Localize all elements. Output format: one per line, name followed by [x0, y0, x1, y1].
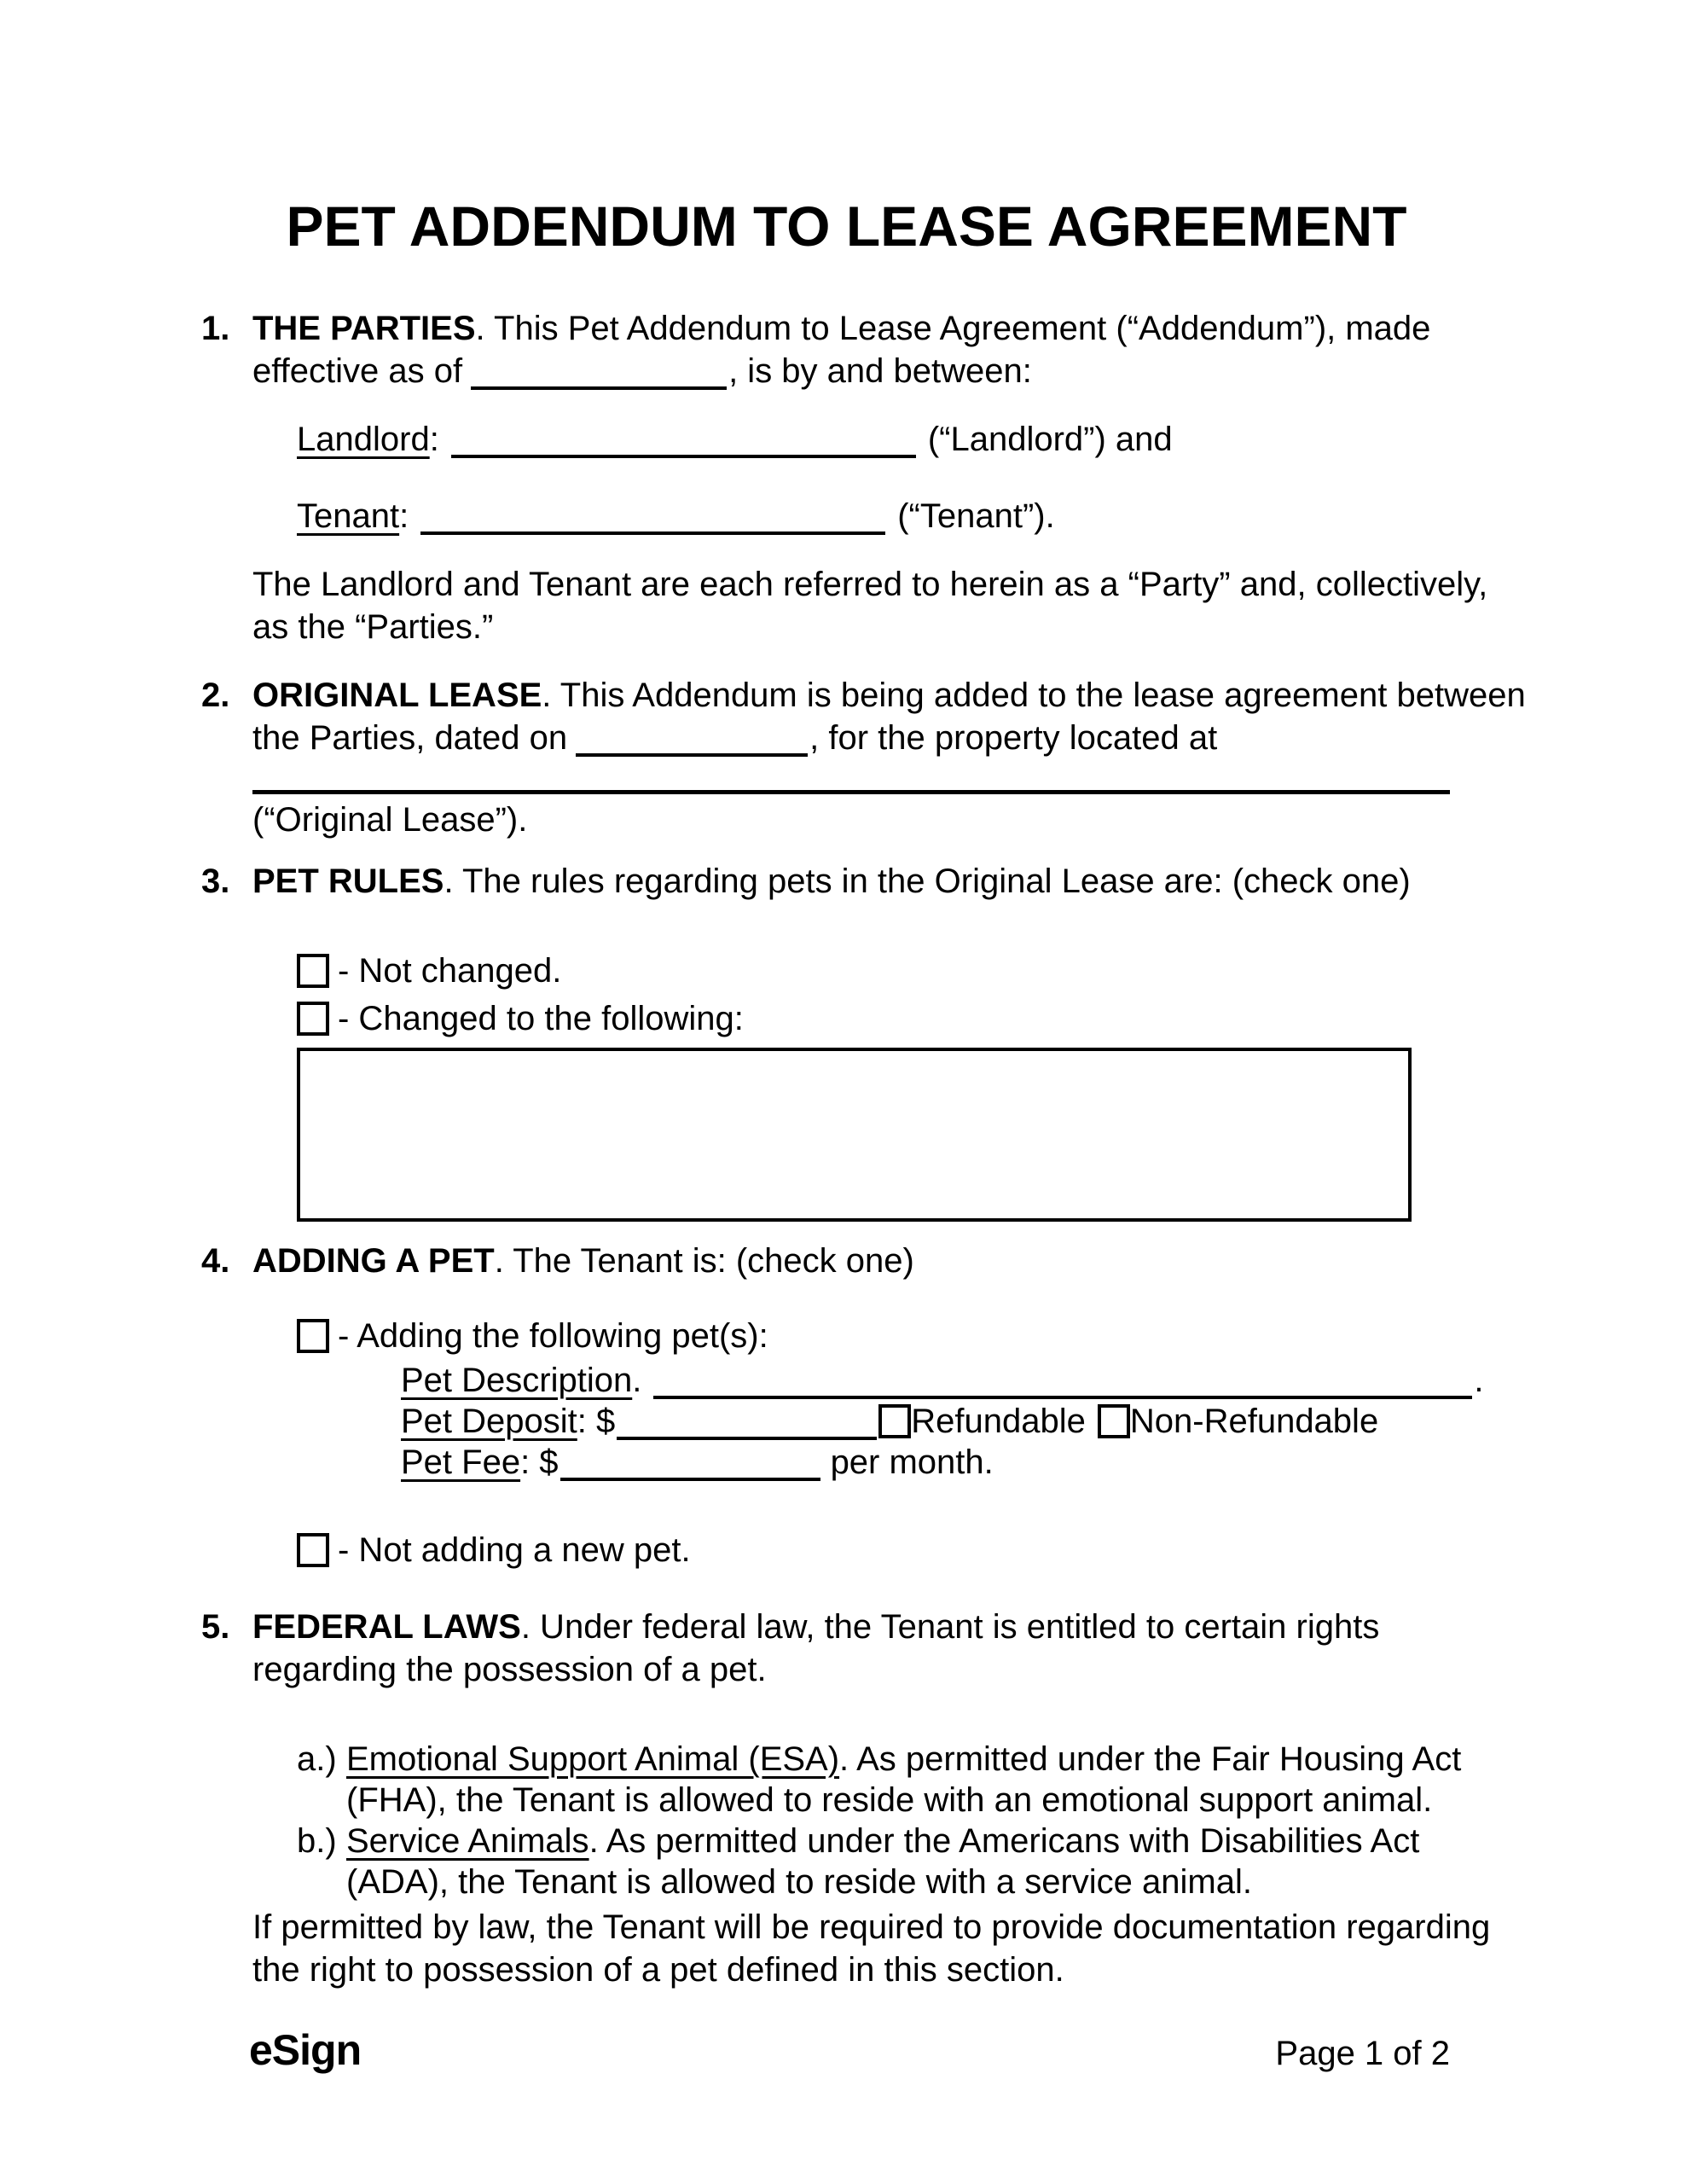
changed-checkbox[interactable]: [297, 1002, 329, 1036]
effective-date-label: effective as of: [252, 352, 463, 390]
service-animal-label: Service Animals: [346, 1822, 589, 1860]
tenant-name-field[interactable]: [420, 502, 885, 535]
pet-fee-label: Pet Fee: [401, 1443, 521, 1481]
section-original-lease-heading: ORIGINAL LEASE: [252, 677, 542, 714]
tenant-after-text: (“Tenant”).: [897, 497, 1055, 535]
effective-date-tail: , is by and between:: [728, 352, 1032, 390]
section-parties: [201, 307, 1454, 350]
section-federal-laws: [201, 1606, 1454, 1648]
section-pet-rules-lead-text: . The rules regarding pets in the Original Lease are: (check one): [444, 863, 1411, 900]
pet-deposit-sep: : $: [577, 1403, 616, 1440]
section-original-lease-lead: [252, 674, 1526, 717]
pet-description-sep: .: [632, 1362, 642, 1399]
changed-rules-text-area[interactable]: [297, 1048, 1412, 1222]
parties-paragraph-line2: as the “Parties.”: [252, 608, 494, 646]
section-parties-number: 1.: [201, 310, 230, 347]
page-number: Page 1 of 2: [1275, 2035, 1450, 2072]
pet-deposit-amount-field[interactable]: [617, 1408, 877, 1440]
section-parties-lead-text: . This Pet Addendum to Lease Agreement (“Addendum”), made: [475, 310, 1431, 347]
pet-description-end: .: [1474, 1362, 1484, 1399]
section-pet-rules-number: 3.: [201, 863, 230, 900]
lease-date-line: [252, 717, 1454, 759]
section-parties-heading: THE PARTIES: [252, 310, 476, 347]
service-animal-item: [297, 1821, 1454, 1862]
service-animal-line1: [346, 1821, 1419, 1862]
landlord-row: [297, 418, 1454, 461]
adding-pets-label: - Adding the following pet(s):: [338, 1317, 768, 1355]
service-animal-line2-row: [297, 1862, 1454, 1902]
pet-fee-amount-field[interactable]: [560, 1449, 820, 1481]
adding-pets-checkbox[interactable]: [297, 1319, 329, 1353]
pet-description-row: [401, 1360, 1484, 1401]
federal-laws-line2: regarding the possession of a pet.: [252, 1651, 767, 1688]
pet-fee-sep: : $: [520, 1443, 559, 1481]
tenant-label: Tenant: [297, 497, 400, 535]
esign-logo: eSign: [249, 2026, 362, 2074]
section-federal-laws-number: 5.: [201, 1608, 230, 1646]
section-pet-rules-heading: PET RULES: [252, 863, 444, 900]
closing-paragraph-line1: If permitted by law, the Tenant will be required to provide documentation regarding: [252, 1908, 1491, 1946]
adding-pet-option-row: [297, 1312, 1454, 1360]
section-pet-rules-lead: [252, 860, 1411, 903]
tenant-row: [297, 495, 1454, 537]
esa-item-spacer: [297, 1780, 346, 1821]
not-changed-label: - Not changed.: [338, 952, 562, 990]
page-footer: [249, 2026, 1450, 2075]
section-adding-pet-lead: [252, 1240, 914, 1282]
section-original-lease: [201, 674, 1526, 717]
pet-description-field[interactable]: [653, 1367, 1472, 1399]
non-refundable-checkbox[interactable]: [1098, 1404, 1130, 1438]
pet-rules-option-changed: [297, 995, 1454, 1043]
document-body: [0, 307, 1693, 1991]
esa-item-line1: [346, 1739, 1461, 1780]
section-parties-lead: [252, 307, 1430, 350]
section-adding-pet: [201, 1240, 1454, 1282]
not-adding-pet-checkbox[interactable]: [297, 1533, 329, 1567]
not-adding-pet-option-row: [297, 1526, 1454, 1574]
pet-deposit-label: Pet Deposit: [401, 1403, 577, 1440]
pet-rules-option-not-changed: [297, 947, 1454, 995]
landlord-name-field[interactable]: [451, 426, 916, 458]
closing-paragraph-line2: the right to possession of a pet defined in this section.: [252, 1951, 1064, 1989]
section-adding-pet-number: 4.: [201, 1242, 230, 1280]
service-animal-item-number: b.): [297, 1822, 337, 1860]
effective-date-field[interactable]: [471, 357, 727, 390]
not-adding-pet-label: - Not adding a new pet.: [338, 1531, 691, 1569]
esa-item-line2-row: [297, 1780, 1454, 1821]
esa-label: Emotional Support Animal (ESA): [346, 1740, 840, 1778]
landlord-label: Landlord: [297, 421, 430, 458]
original-lease-caption: (“Original Lease”).: [252, 801, 528, 839]
refundable-label: Refundable: [911, 1403, 1086, 1440]
esa-rest: . As permitted under the Fair Housing Act: [839, 1740, 1462, 1778]
section-adding-pet-heading: ADDING A PET: [252, 1242, 495, 1280]
section-original-lease-lead-text: . This Addendum is being added to the lease agreement between: [542, 677, 1526, 714]
not-changed-checkbox[interactable]: [297, 954, 329, 988]
pet-fee-row: [401, 1442, 1454, 1483]
section-federal-laws-heading: FEDERAL LAWS: [252, 1608, 521, 1646]
esa-item-line2: (FHA), the Tenant is allowed to reside with an emotional support animal.: [346, 1781, 1433, 1819]
esa-item: [297, 1739, 1462, 1780]
refundable-checkbox[interactable]: [878, 1404, 911, 1438]
changed-label: - Changed to the following:: [338, 1000, 744, 1037]
section-federal-laws-lead-text: . Under federal law, the Tenant is entitled to certain rights: [520, 1608, 1380, 1646]
pet-deposit-row: [401, 1401, 1454, 1442]
service-animal-line2: (ADA), the Tenant is allowed to reside with a service animal.: [346, 1863, 1252, 1901]
property-address-field[interactable]: [252, 759, 1450, 794]
lease-date-field[interactable]: [576, 724, 808, 757]
landlord-after-text: (“Landlord”) and: [927, 421, 1173, 458]
section-federal-laws-lead: [252, 1606, 1379, 1648]
pet-description-label: Pet Description: [401, 1362, 633, 1399]
section-pet-rules: [201, 860, 1454, 903]
tenant-label-colon: :: [399, 497, 409, 535]
non-refundable-label: Non-Refundable: [1129, 1403, 1379, 1440]
landlord-label-colon: :: [429, 421, 439, 458]
lease-date-tail: , for the property located at: [809, 719, 1218, 757]
section-original-lease-number: 2.: [201, 677, 230, 714]
page-title: PET ADDENDUM TO LEASE AGREEMENT: [286, 195, 1407, 258]
parties-paragraph-line1: The Landlord and Tenant are each referred to herein as a “Party” and, collectively,: [252, 566, 1488, 603]
service-animal-spacer: [297, 1862, 346, 1902]
section-parties-line2: [252, 350, 1454, 392]
pet-fee-tail: per month.: [830, 1443, 994, 1481]
section-adding-pet-lead-text: . The Tenant is: (check one): [494, 1242, 914, 1280]
service-animal-rest: . As permitted under the Americans with Disabilities Act: [588, 1822, 1420, 1860]
lease-date-pre: the Parties, dated on: [252, 719, 568, 757]
esa-item-number: a.): [297, 1740, 337, 1778]
